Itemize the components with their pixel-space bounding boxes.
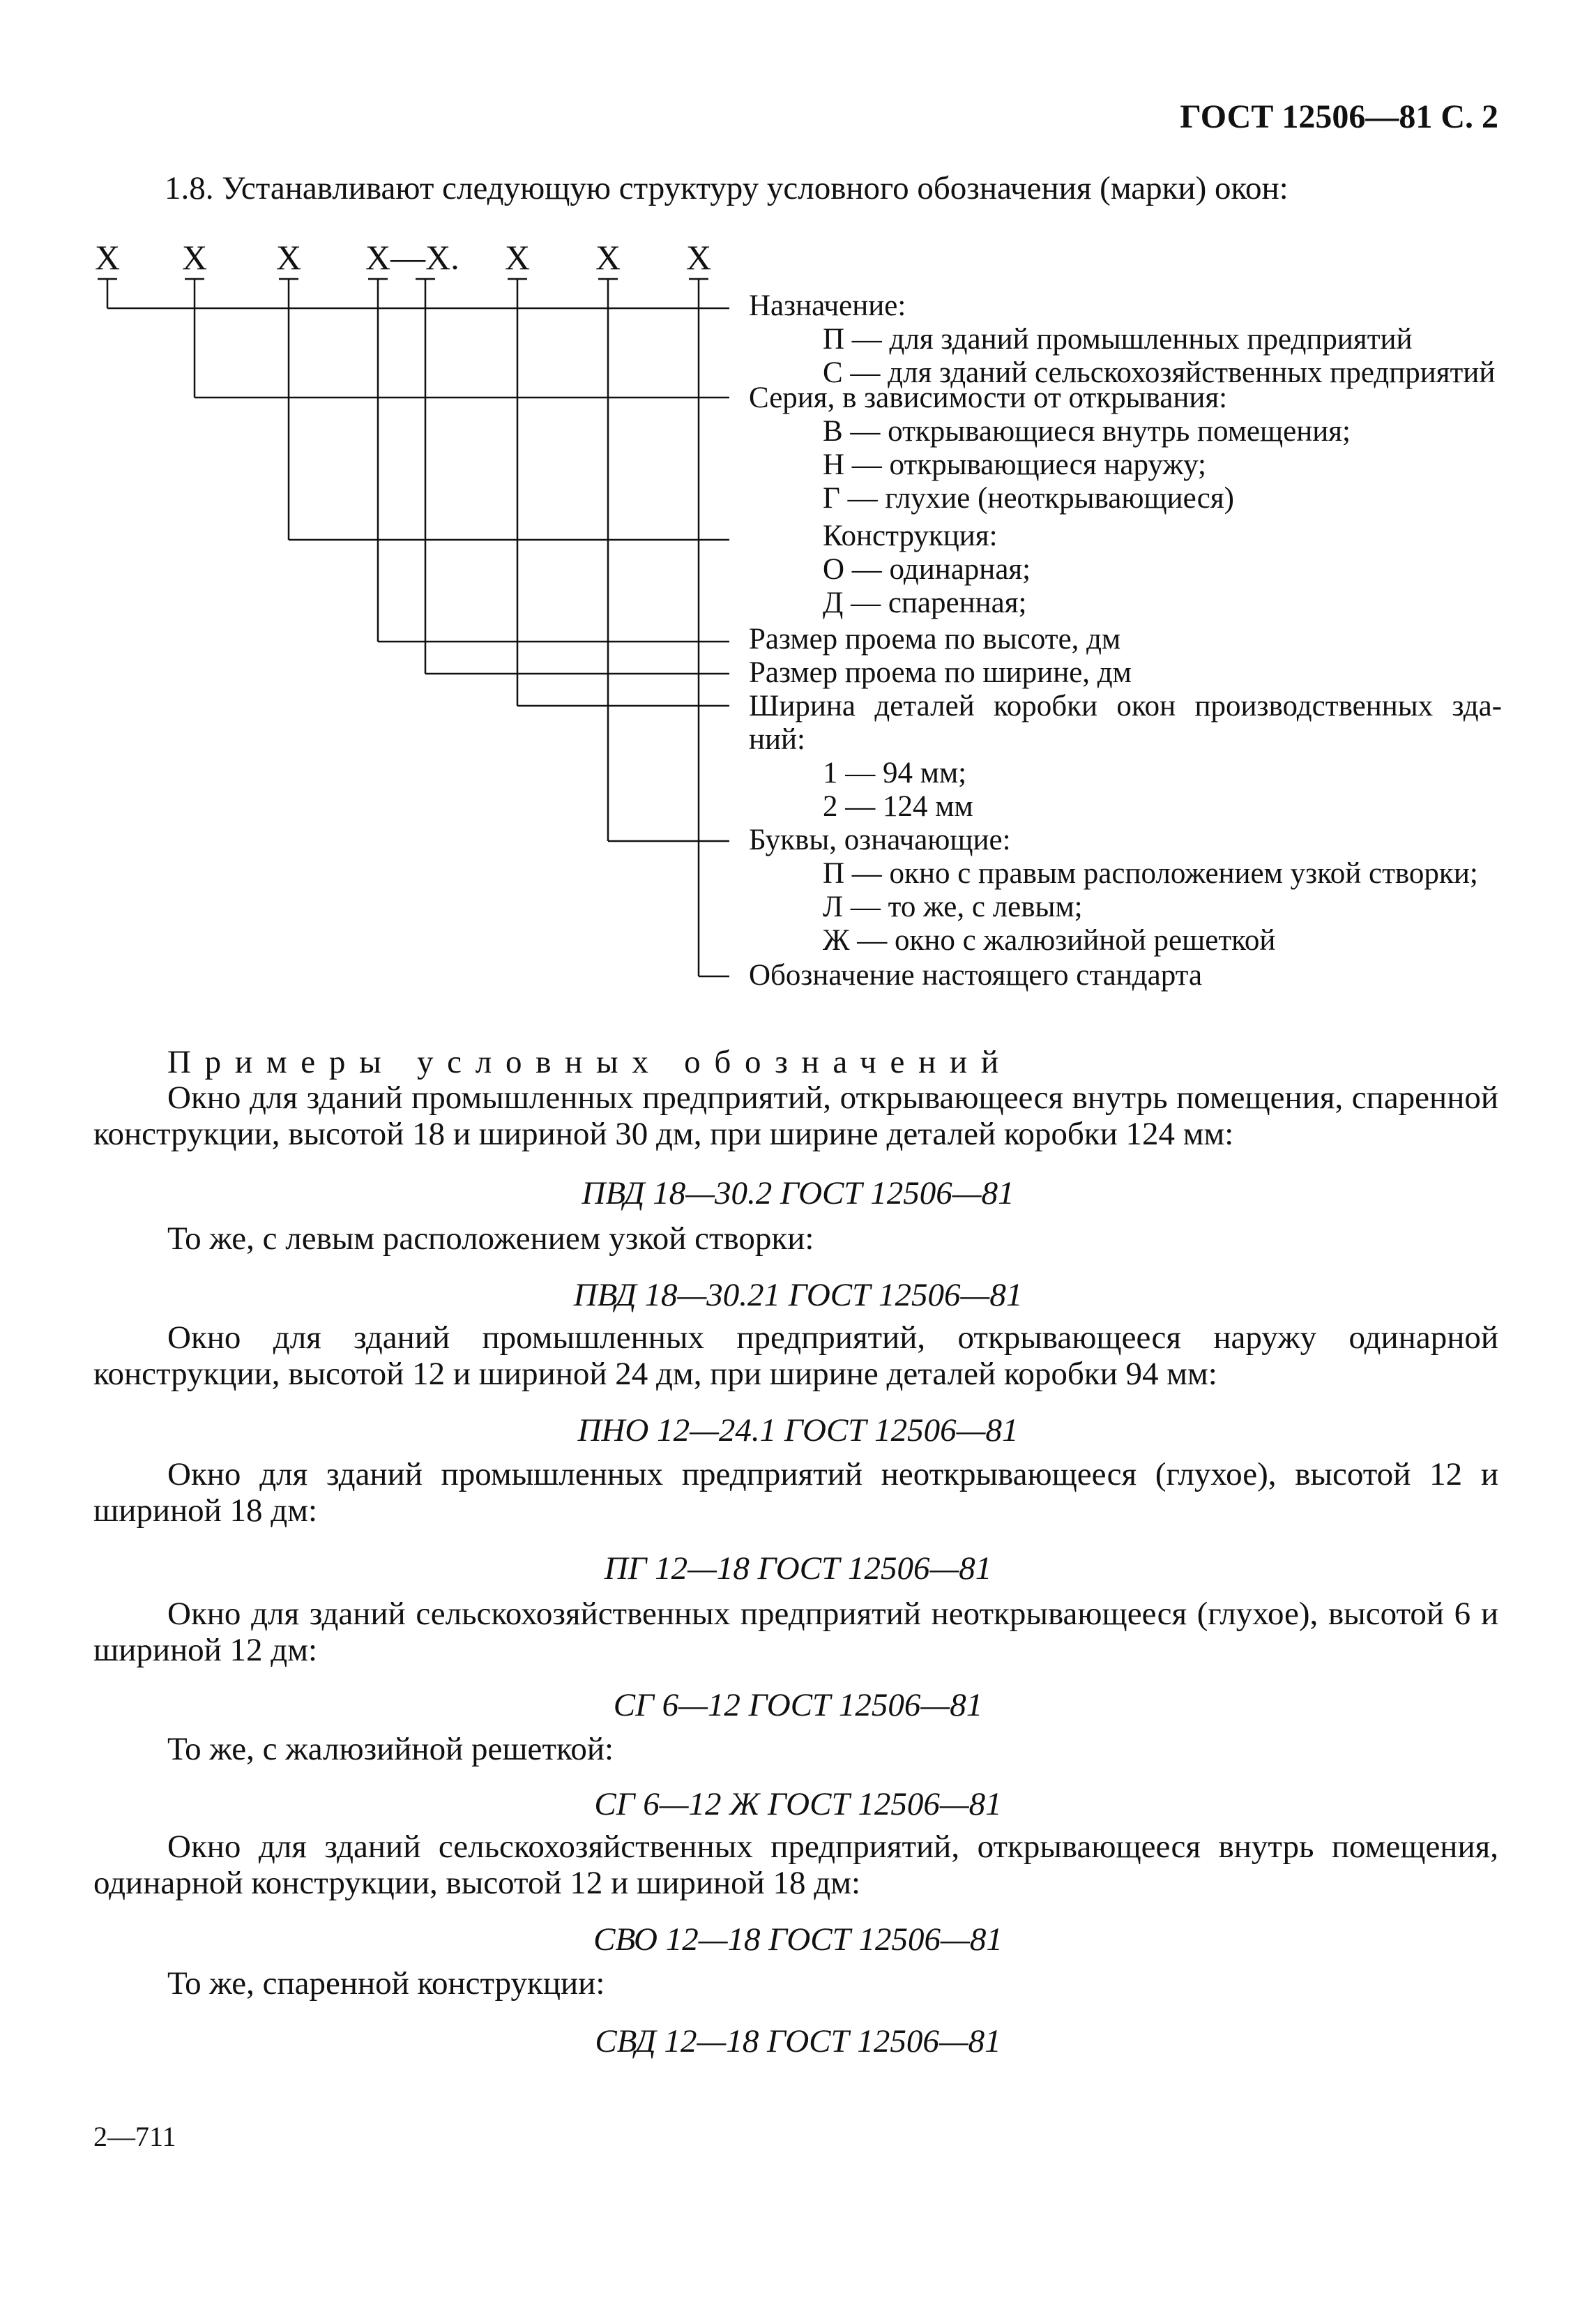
example-code: ПВД 18—30.2 ГОСТ 12506—81 — [582, 1175, 1014, 1211]
legend-construction: Конструкция: — [823, 520, 998, 552]
example-code: СГ 6—12 Ж ГОСТ 12506—81 — [594, 1786, 1002, 1822]
intro-paragraph: 1.8. Устанавливают следующую структуру условного обозначения (марки) окон: — [165, 170, 1289, 206]
legend-frame-width-item: 1 — 94 мм; — [823, 757, 967, 789]
example-code: СГ 6—12 ГОСТ 12506—81 — [613, 1687, 983, 1723]
legend-frame-width: Ширина деталей коробки окон производственных зда- — [749, 690, 1502, 723]
example-desc: Окно для зданий сельскохозяйственных предприятий, открывающееся внутрь помещения, одинарной конструкции, высотой 12 и шириной 18 дм: — [93, 1829, 1498, 1901]
letter-x-4: Х—Х. — [365, 238, 459, 277]
legend-height: Размер проема по высоте, дм — [749, 623, 1121, 656]
legend-letters: Буквы, означающие: — [749, 824, 1011, 856]
letter-x-1: Х — [95, 238, 121, 277]
letter-x-3: Х — [276, 238, 302, 277]
page-footer-signature: 2—711 — [93, 2121, 176, 2152]
legend-construction-item: О — одинарная; — [823, 553, 1031, 586]
example-code: СВД 12—18 ГОСТ 12506—81 — [595, 2023, 1001, 2059]
legend-standard: Обозначение настоящего стандарта — [749, 959, 1203, 992]
legend-frame-width-item: 2 — 124 мм — [823, 790, 973, 823]
letter-x-5: Х — [505, 238, 531, 277]
legend-frame-width-cont: ний: — [749, 723, 805, 756]
page-header: ГОСТ 12506—81 С. 2 — [1180, 98, 1498, 135]
legend-series-item: Н — открывающиеся наружу; — [823, 448, 1206, 481]
letter-x-6: Х — [595, 238, 621, 277]
examples-title: Примеры условных обозначений — [167, 1044, 1012, 1080]
legend-purpose: Назначение: — [749, 289, 906, 322]
example-code: СВО 12—18 ГОСТ 12506—81 — [593, 1921, 1003, 1958]
legend-letters-item: Ж — окно с жалюзийной решеткой — [823, 924, 1276, 957]
legend-series-item: В — открывающиеся внутрь помещения; — [823, 415, 1351, 448]
example-code: ПНО 12—24.1 ГОСТ 12506—81 — [577, 1412, 1019, 1449]
legend-purpose-item: С — для зданий сельскохозяйственных предприятий — [823, 356, 1496, 389]
example-code: ПГ 12—18 ГОСТ 12506—81 — [604, 1550, 992, 1587]
legend-letters-item: П — окно с правым расположением узкой створки; — [823, 857, 1478, 890]
example-desc: То же, с жалюзийной решеткой: — [167, 1731, 614, 1767]
legend-series: Серия, в зависимости от открывания: — [749, 381, 1228, 414]
legend-construction-item: Д — спаренная; — [823, 587, 1027, 619]
letter-x-2: Х — [182, 238, 208, 277]
example-desc: Окно для зданий сельскохозяйственных предприятий неоткрывающееся (глухое), высотой 6 и шириной 12 дм: — [93, 1596, 1498, 1668]
legend-width: Размер проема по ширине, дм — [749, 656, 1132, 689]
legend-series-item: Г — глухие (неоткрывающиеся) — [823, 482, 1234, 515]
example-desc: То же, с левым расположением узкой створки: — [167, 1220, 814, 1257]
example-code: ПВД 18—30.21 ГОСТ 12506—81 — [573, 1277, 1023, 1313]
example-desc: Окно для зданий промышленных предприятий неоткрывающееся (глухое), высотой 12 и шириной 18 дм: — [93, 1456, 1498, 1529]
letter-x-7: Х — [686, 238, 712, 277]
example-desc: То же, спаренной конструкции: — [167, 1965, 605, 2002]
legend-letters-item: Л — то же, с левым; — [823, 891, 1083, 923]
example-desc: Окно для зданий промышленных предприятий, открывающееся наружу одинарной конструкции, высотой 12 и шириной 24 дм, при ширине деталей коробки 94 мм: — [93, 1319, 1498, 1392]
legend-purpose-item: П — для зданий промышленных предприятий — [823, 323, 1413, 356]
example-desc: Окно для зданий промышленных предприятий, открывающееся внутрь помещения, спаренной конструкции, высотой 18 и шириной 30 дм, при ширине деталей коробки 124 мм: — [93, 1080, 1498, 1152]
